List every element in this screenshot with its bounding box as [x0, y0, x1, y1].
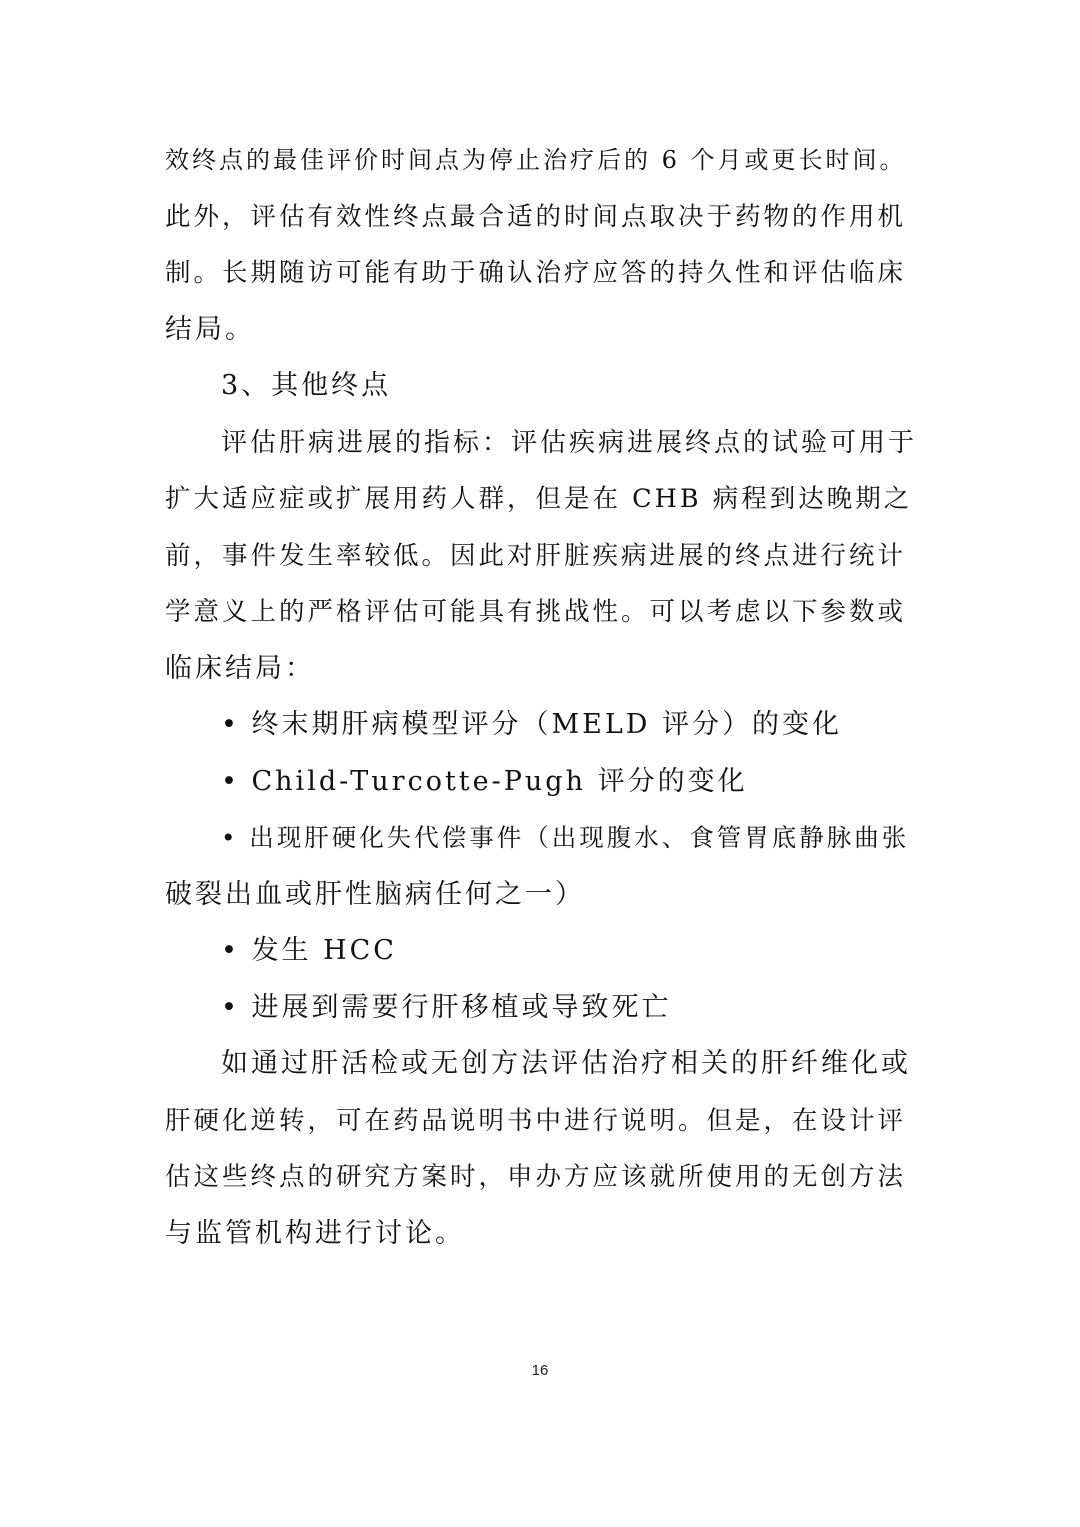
document-body — [165, 132, 917, 1262]
text-line: • 终末期肝病模型评分（MELD 评分）的变化 — [221, 709, 843, 740]
text-line: 效终点的最佳评价时间点为停止治疗后的 6 个月或更长时间。 — [165, 146, 907, 174]
text-line: 此外，评估有效性终点最合适的时间点取决于药物的作用机 — [165, 201, 907, 232]
text-line: 制。长期随访可能有助于确认治疗应答的持久性和评估临床 — [165, 258, 907, 288]
text-line: 扩大适应症或扩展用药人群，但是在 CHB 病程到达晚期之 — [165, 484, 913, 514]
text-line: • 发生 HCC — [221, 935, 397, 966]
text-line: 肝硬化逆转，可在药品说明书中进行说明。但是，在设计评 — [165, 1105, 907, 1136]
text-line: 结局。 — [165, 313, 255, 345]
text-line: 3、其他终点 — [221, 370, 392, 401]
text-line: 估这些终点的研究方案时，申办方应该就所使用的无创方法 — [165, 1162, 907, 1192]
text-line: • 进展到需要行肝移植或导致死亡 — [221, 991, 672, 1023]
page-number: 16 — [531, 1362, 549, 1379]
text-line: 前，事件发生率较低。因此对肝脏疾病进展的终点进行统计 — [165, 540, 907, 571]
text-line: • Child-Turcotte-Pugh 评分的变化 — [221, 765, 748, 797]
text-line: • 出现肝硬化失代偿事件（出现腹水、食管胃底静脉曲张 — [221, 823, 910, 852]
text-line: 如通过肝活检或无创方法评估治疗相关的肝纤维化或 — [221, 1048, 911, 1079]
text-line: 与监管机构进行讨论。 — [165, 1217, 465, 1249]
text-line: 评估肝病进展的指标：评估疾病进展终点的试验可用于 — [221, 427, 918, 458]
text-line: 临床结局： — [165, 652, 315, 684]
text-line: 破裂出血或肝性脑病任何之一） — [165, 878, 585, 910]
text-line: 学意义上的严格评估可能具有挑战性。可以考虑以下参数或 — [165, 597, 907, 627]
